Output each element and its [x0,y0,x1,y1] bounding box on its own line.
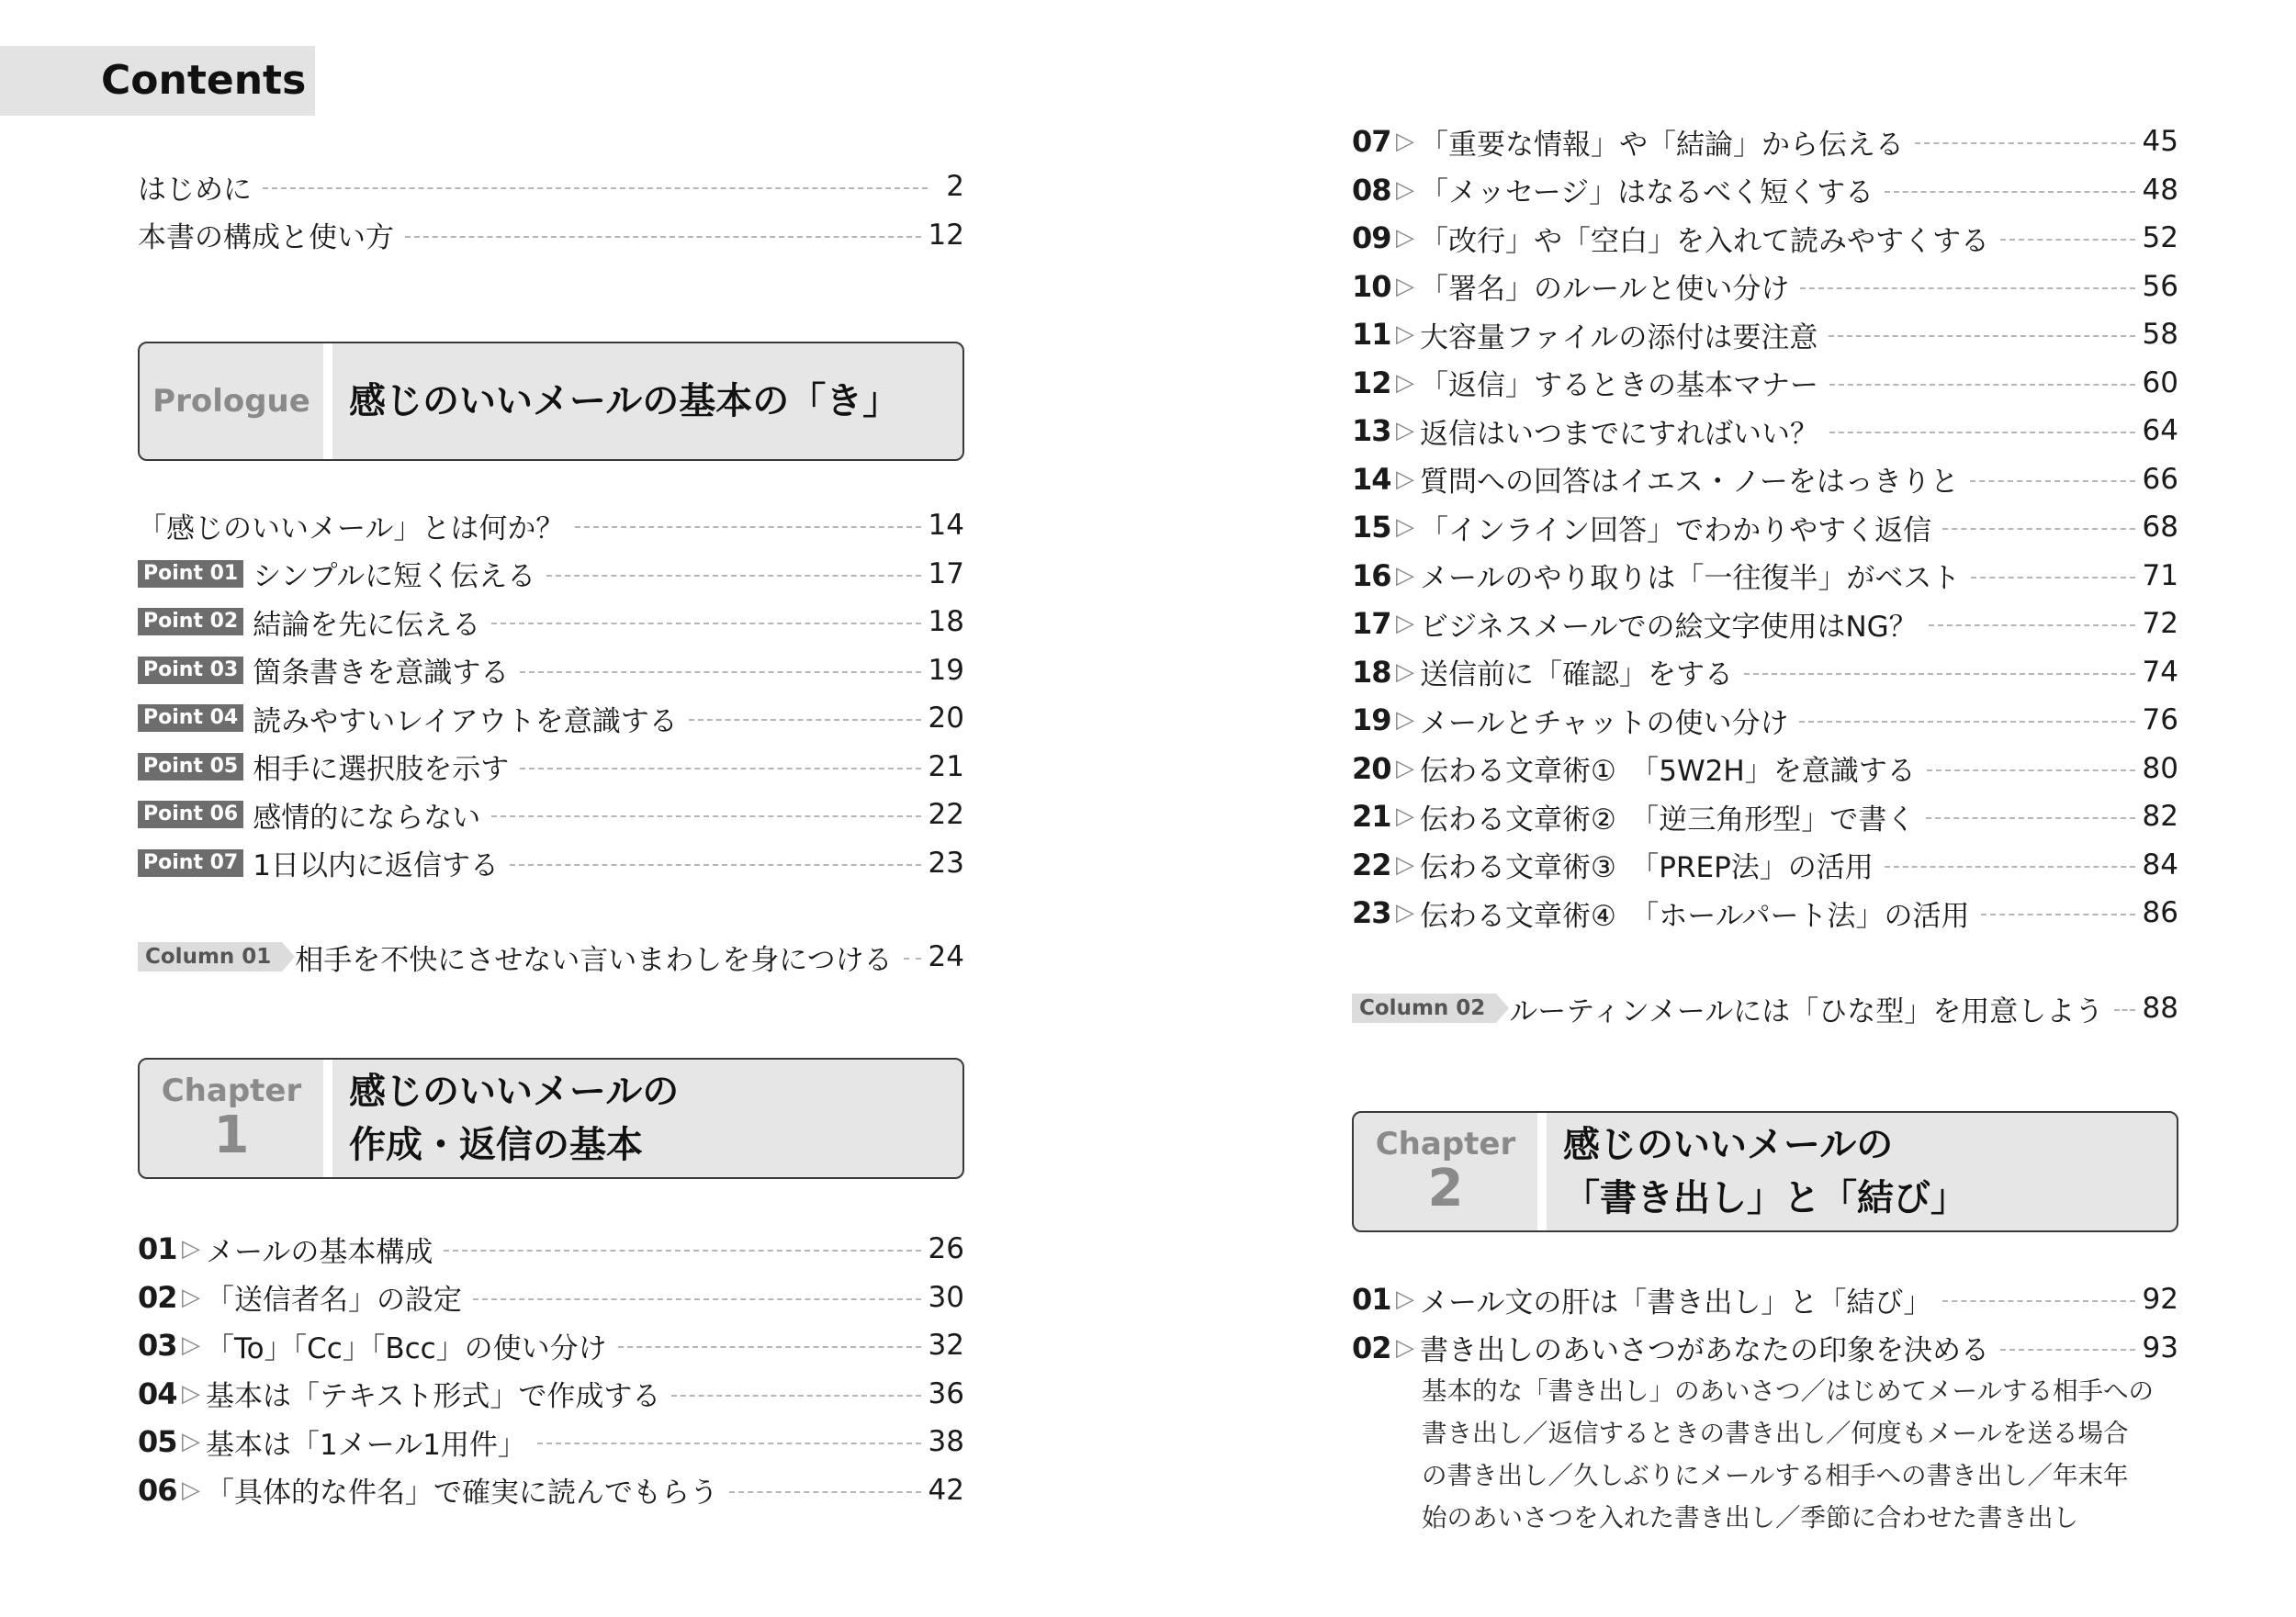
entry-title: メールの基本構成 [206,1235,433,1269]
page-number: 76 [2142,703,2178,737]
chapter2-heading [1547,1113,2177,1230]
triangle-icon: ▷ [182,1379,200,1408]
leader-dots [405,236,921,238]
entry-number: 01 [138,1231,177,1267]
page-number: 68 [2142,511,2178,545]
triangle-icon: ▷ [1396,465,1414,493]
chapter1-heading [332,1060,962,1177]
prologue-list [138,501,964,887]
entry-number: 18 [1352,654,1391,690]
entry-title: はじめに [138,173,252,207]
leader-dots [1829,384,2135,386]
entry-title: 「改行」や「空白」を入れて読みやすくする [1420,224,1989,258]
leader-dots [491,623,920,624]
page-number: 24 [928,940,964,974]
leader-dots [510,864,921,866]
entry-title: 「返信」するときの基本マナー [1420,369,1818,403]
leader-dots [1829,432,2135,433]
toc-entry-chapter1[interactable] [1352,792,2178,841]
triangle-icon: ▷ [1396,1333,1414,1362]
toc-entry-point[interactable] [138,839,964,888]
page-number: 32 [928,1329,964,1363]
leader-dots [1800,287,2134,289]
point-badge: Point 07 [138,849,243,877]
entry-number: 06 [138,1472,177,1508]
leader-dots [473,1298,921,1300]
page-number: 12 [928,218,964,252]
page-number: 36 [928,1376,964,1410]
toc-entry-chapter1[interactable] [138,1418,964,1466]
entry-number: 10 [1352,268,1391,304]
column-badge: Column 02 [1352,994,1496,1023]
entry-number: 21 [1352,799,1391,835]
entry-number: 01 [1352,1282,1391,1318]
entry-title: 感情的にならない [253,801,481,835]
chapter1-list-left [138,1225,964,1514]
chapter2-label [1354,1113,1547,1230]
triangle-icon: ▷ [182,1283,200,1311]
entry-number: 19 [1352,702,1391,738]
leader-dots [2000,239,2135,241]
page-number: 21 [928,749,964,783]
toc-entry-chapter1[interactable] [1352,503,2178,552]
leader-dots [1829,335,2134,337]
point-badge: Point 05 [138,753,243,780]
triangle-icon: ▷ [182,1331,200,1360]
toc-entry-intro[interactable] [138,501,964,550]
triangle-icon: ▷ [1396,803,1414,831]
toc-entry-point[interactable] [138,550,964,599]
triangle-icon: ▷ [1396,224,1414,253]
entry-title: 「具体的な件名」で確実に読んでもらう [206,1477,718,1510]
toc-entry-chapter1[interactable] [1352,359,2178,408]
entry-number: 08 [1352,172,1391,208]
page-number: 80 [2142,751,2178,785]
toc-entry-chapter1[interactable] [1352,263,2178,311]
point-badge: Point 03 [138,657,243,684]
section-label-text: Chapter [1375,1126,1516,1162]
entry-title: 「インライン回答」でわかりやすく返信 [1420,513,1932,547]
page-number: 23 [928,846,964,880]
description-line: の書き出し／久しぶりにメールする相手への書き出し／年末年 [1422,1461,2129,1490]
chapter1-list-right [1352,118,2178,938]
leader-dots [1927,769,2135,771]
entry-number: 15 [1352,510,1391,545]
front-matter-list [138,163,964,259]
entry-number: 17 [1352,606,1391,642]
leader-dots [618,1346,921,1348]
triangle-icon: ▷ [1396,850,1414,879]
triangle-icon: ▷ [1396,1286,1414,1314]
page-number: 66 [2142,462,2178,496]
leader-dots [1885,191,2134,193]
leader-dots [1981,914,2135,915]
toc-entry-chapter1[interactable] [1352,166,2178,215]
page-number: 18 [928,605,964,639]
entry-title: 読みやすいレイアウトを意識する [253,704,678,738]
entry-number: 04 [138,1376,177,1411]
heading-text: 感じのいいメールの基本の「き」 [349,380,900,422]
entry-number: 02 [1352,1330,1391,1365]
page-number: 74 [2142,655,2178,689]
toc-entry-chapter1[interactable] [1352,745,2178,793]
toc-entry-chapter2[interactable] [1352,1324,2178,1373]
entry-title: メールとチャットの使い分け [1420,706,1789,740]
page-number: 20 [928,702,964,736]
entry-number: 03 [138,1328,177,1364]
entry-title: 「署名」のルールと使い分け [1420,273,1790,307]
toc-entry-chapter1[interactable] [138,1274,964,1322]
leader-dots [546,575,920,577]
description-line: 書き出し／返信するときの書き出し／何度もメールを送る場合 [1422,1419,2129,1448]
toc-entry-chapter1[interactable] [1352,552,2178,601]
triangle-icon: ▷ [1396,272,1414,300]
page-number: 2 [946,170,964,204]
page-number: 38 [928,1425,964,1459]
leader-dots [1970,480,2135,482]
triangle-icon: ▷ [1396,417,1414,445]
toc-entry-front[interactable] [138,163,964,211]
toc-entry-chapter2[interactable] [1352,1275,2178,1324]
entry-title: 返信はいつまでにすればいい？ [1420,417,1818,451]
chapter2-header [1352,1111,2178,1232]
chapter-number: 2 [1427,1159,1464,1218]
entry-number: 09 [1352,220,1391,256]
heading-line: 「書き出し」と「結び」 [1563,1177,1967,1219]
description-line: 始のあいさつを入れた書き出し／季節に合わせた書き出し [1422,1503,2078,1533]
point-badge: Point 04 [138,704,243,732]
entry-title: メールのやり取りは「一往復半」がベスト [1420,562,1961,596]
section-label-text: Chapter [161,1072,302,1109]
entry-title: 「メッセージ」はなるべく短くする [1420,176,1874,210]
entry-number: 20 [1352,750,1391,786]
leader-dots [1799,721,2134,723]
prologue-label [140,343,332,459]
entry-title: 伝わる文章術① 「5W2H」を意識する [1420,755,1916,789]
page-number: 84 [2142,848,2178,881]
column-badge: Column 01 [138,942,282,971]
leader-dots [444,1250,920,1252]
toc-entry-point[interactable] [138,598,964,646]
toc-entry-chapter1[interactable] [1352,841,2178,890]
page-number: 22 [928,798,964,832]
chapter1-header [138,1058,964,1179]
entry-number: 12 [1352,365,1391,400]
toc-entry-point[interactable] [138,791,964,839]
heading-line: 作成・返信の基本 [349,1124,643,1166]
page-number: 72 [2142,607,2178,641]
toc-entry-chapter1[interactable] [138,1466,964,1515]
toc-entry-chapter1[interactable] [1352,118,2178,166]
toc-entry-chapter1[interactable] [1352,407,2178,455]
entry-number: 23 [1352,895,1391,931]
page-number: 42 [928,1473,964,1507]
leader-dots [491,815,920,817]
entry-number: 22 [1352,847,1391,882]
entry-title: 大容量ファイルの添付は要注意 [1420,320,1818,354]
page-number: 86 [2142,896,2178,930]
leader-dots [729,1491,921,1493]
page-number: 60 [2142,365,2178,399]
entry-number: 14 [1352,461,1391,497]
prologue-heading [332,343,962,459]
toc-entry-column[interactable] [1352,984,2178,1033]
leader-dots [1744,673,2135,675]
entry-title: 質問への回答はイエス・ノーをはっきりと [1420,466,1959,500]
section-label-text: Prologue [152,383,310,420]
leader-dots [1942,1300,2134,1302]
entry-title: 箇条書きを意識する [253,657,510,691]
leader-dots [2000,1349,2135,1351]
entry-title: 伝わる文章術③ 「PREP法」の活用 [1420,851,1874,885]
leader-dots [904,958,921,960]
triangle-icon: ▷ [182,1476,200,1504]
entry-number: 16 [1352,557,1391,593]
page-number: 30 [928,1280,964,1314]
entry-number: 07 [1352,124,1391,160]
page-number: 93 [2142,1331,2178,1364]
toc-entry-point[interactable] [138,743,964,792]
heading-line: 感じのいいメールの [1563,1124,1894,1166]
triangle-icon: ▷ [1396,513,1414,542]
triangle-icon: ▷ [1396,128,1414,156]
leader-dots [1915,142,2135,144]
page-number: 19 [928,653,964,687]
entry-title: 結論を先に伝える [253,608,481,642]
triangle-icon: ▷ [1396,610,1414,638]
point-badge: Point 01 [138,560,243,588]
entry-title: 書き出しのあいさつがあなたの印象を決める [1420,1334,1989,1368]
entry-title: ルーティンメールには「ひな型」を用意しよう [1509,994,2104,1028]
point-badge: Point 02 [138,608,243,635]
toc-entry-chapter1[interactable] [1352,889,2178,938]
page-number: 82 [2142,800,2178,834]
toc-entry-point[interactable] [138,694,964,743]
triangle-icon: ▷ [1396,706,1414,735]
chapter2-list [1352,1275,2178,1372]
triangle-icon: ▷ [1396,368,1414,397]
chapter2-item02-description [1422,1370,2184,1539]
entry-title: 本書の構成と使い方 [138,221,394,255]
toc-entry-chapter1[interactable] [138,1321,964,1370]
page-title: Contents [0,46,315,116]
triangle-icon: ▷ [182,1428,200,1456]
toc-entry-column[interactable] [138,933,964,982]
entry-title: 「重要な情報」や「結論」から伝える [1420,128,1904,162]
entry-title: シンプルに短く伝える [253,560,536,594]
page-number: 17 [928,556,964,590]
entry-number: 05 [138,1424,177,1460]
entry-title: メール文の肝は「書き出し」と「結び」 [1420,1286,1932,1319]
leader-dots [689,719,921,721]
leader-dots [671,1395,920,1397]
triangle-icon: ▷ [1396,657,1414,686]
page-number: 26 [928,1232,964,1266]
page-number: 48 [2142,173,2178,207]
toc-entry-front[interactable] [138,211,964,260]
page-number: 56 [2142,269,2178,303]
leader-dots [520,768,920,769]
triangle-icon: ▷ [1396,320,1414,349]
leader-dots [575,526,920,528]
entry-title: 送信前に「確認」をする [1420,658,1733,692]
triangle-icon: ▷ [1396,175,1414,204]
entry-title: 「感じのいいメール」とは何か？ [138,511,565,545]
page-number: 71 [2142,558,2178,592]
entry-title: 1日以内に返信する [253,849,499,883]
triangle-icon: ▷ [182,1235,200,1263]
toc-entry-chapter1[interactable] [1352,214,2178,263]
entry-title: 「送信者名」の設定 [206,1284,462,1318]
chapter1-label [140,1060,332,1177]
entry-number: 11 [1352,317,1391,353]
entry-title: 「To」「Cc」「Bcc」の使い分け [206,1331,607,1365]
entry-title: ビジネスメールでの絵文字使用はNG？ [1420,610,1918,644]
entry-title: 伝わる文章術② 「逆三角形型」で書く [1420,803,1916,837]
page-number: 45 [2142,125,2178,159]
leader-dots [263,187,928,189]
toc-entry-chapter1[interactable] [1352,600,2178,648]
page-number: 92 [2142,1283,2178,1317]
leader-dots [1929,624,2135,626]
entry-number: 13 [1352,413,1391,449]
point-badge: Point 06 [138,801,243,828]
chapter-number: 1 [213,1106,250,1165]
description-line: 基本的な「書き出し」のあいさつ／はじめてメールする相手への [1422,1376,2154,1406]
triangle-icon: ▷ [1396,754,1414,782]
page-number: 64 [2142,414,2178,448]
column-01 [138,933,964,982]
toc-entry-point[interactable] [138,646,964,695]
page-number: 52 [2142,221,2178,255]
toc-entry-chapter1[interactable] [1352,648,2178,697]
toc-entry-chapter1[interactable] [1352,696,2178,745]
leader-dots [520,671,920,673]
column-02 [1352,984,2178,1033]
entry-title: 相手に選択肢を示す [253,753,510,787]
leader-dots [1971,577,2134,578]
entry-title: 基本は「1メール1用件」 [206,1428,526,1462]
heading-line: 感じのいいメールの [349,1071,680,1113]
toc-entry-chapter1[interactable] [138,1225,964,1274]
toc-entry-chapter1[interactable] [1352,310,2178,359]
entry-title: 基本は「テキスト形式」で作成する [206,1380,661,1414]
leader-dots [1942,528,2134,530]
page-number: 58 [2142,318,2178,352]
entry-title: 相手を不快にさせない言いまわしを身につける [295,943,893,977]
leader-dots [1885,866,2135,868]
page-number: 88 [2142,992,2178,1026]
toc-entry-chapter1[interactable] [138,1370,964,1419]
leader-dots [1926,817,2134,819]
leader-dots [537,1443,921,1444]
triangle-icon: ▷ [1396,899,1414,927]
prologue-header [138,342,964,461]
entry-title: 伝わる文章術④ 「ホールパート法」の活用 [1420,899,1970,933]
triangle-icon: ▷ [1396,561,1414,590]
toc-entry-chapter1[interactable] [1352,455,2178,504]
entry-number: 02 [138,1279,177,1315]
page-number: 14 [928,509,964,543]
leader-dots [2114,1009,2134,1011]
